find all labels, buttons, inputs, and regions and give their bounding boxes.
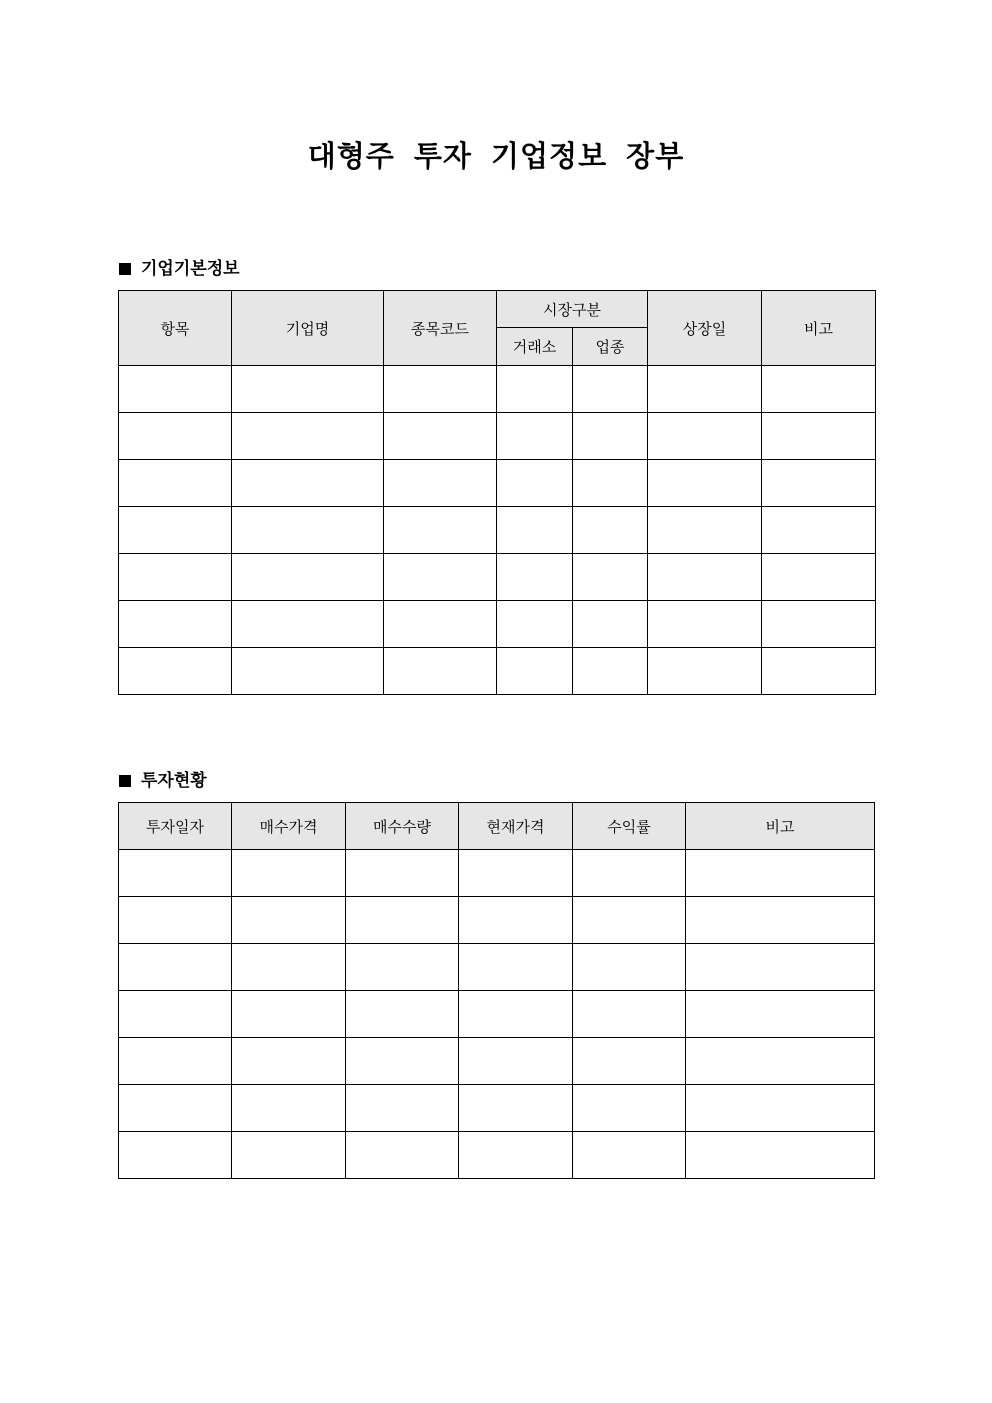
header-cell: 비고 — [686, 803, 875, 850]
page-title: 대형주 투자 기업정보 장부 — [307, 139, 685, 173]
table-cell[interactable] — [232, 944, 346, 991]
table-cell[interactable] — [346, 1132, 459, 1179]
table-row — [119, 1132, 875, 1179]
table-cell[interactable] — [459, 1132, 573, 1179]
table-cell[interactable] — [648, 413, 762, 460]
table-cell[interactable] — [762, 366, 876, 413]
table-cell[interactable] — [459, 1038, 573, 1085]
table-cell[interactable] — [459, 897, 573, 944]
table-cell[interactable] — [573, 507, 648, 554]
header-company: 기업명 — [232, 291, 384, 366]
table-cell[interactable] — [686, 850, 875, 897]
table-cell[interactable] — [119, 601, 232, 648]
table-row — [119, 601, 876, 648]
table-cell[interactable] — [459, 991, 573, 1038]
table-cell[interactable] — [119, 460, 232, 507]
section-heading-investment — [119, 766, 207, 791]
table-cell[interactable] — [686, 1085, 875, 1132]
table-row — [119, 991, 875, 1038]
section-heading-text: 투자현황 — [141, 771, 207, 791]
table-cell[interactable] — [573, 413, 648, 460]
table-cell[interactable] — [686, 1132, 875, 1179]
table-cell[interactable] — [346, 1038, 459, 1085]
header-cell: 매수수량 — [346, 803, 459, 850]
table-cell[interactable] — [346, 991, 459, 1038]
table-cell[interactable] — [346, 897, 459, 944]
table-cell[interactable] — [232, 507, 384, 554]
table-row — [119, 648, 876, 695]
table-cell[interactable] — [119, 850, 232, 897]
table-cell[interactable] — [232, 554, 384, 601]
table-cell[interactable] — [119, 648, 232, 695]
company-info-table — [118, 290, 876, 695]
table-cell[interactable] — [232, 897, 346, 944]
table-cell[interactable] — [384, 460, 497, 507]
table-cell[interactable] — [497, 460, 573, 507]
table-cell[interactable] — [232, 1085, 346, 1132]
table-cell[interactable] — [384, 648, 497, 695]
table-cell[interactable] — [232, 1038, 346, 1085]
table-cell[interactable] — [459, 944, 573, 991]
table-cell[interactable] — [232, 413, 384, 460]
table-cell[interactable] — [497, 366, 573, 413]
table-cell[interactable] — [762, 601, 876, 648]
table-cell[interactable] — [573, 1085, 686, 1132]
table-cell[interactable] — [648, 601, 762, 648]
table-cell[interactable] — [232, 648, 384, 695]
table-cell[interactable] — [686, 897, 875, 944]
square-bullet-icon — [119, 263, 131, 275]
table-cell[interactable] — [762, 554, 876, 601]
table-cell[interactable] — [346, 1085, 459, 1132]
table-cell[interactable] — [573, 850, 686, 897]
table-cell[interactable] — [232, 1132, 346, 1179]
table-cell[interactable] — [384, 366, 497, 413]
table-cell[interactable] — [119, 554, 232, 601]
table-cell[interactable] — [573, 1132, 686, 1179]
table-cell[interactable] — [762, 460, 876, 507]
table-cell[interactable] — [119, 1085, 232, 1132]
table-cell[interactable] — [573, 1038, 686, 1085]
table-cell[interactable] — [384, 554, 497, 601]
table-cell[interactable] — [119, 944, 232, 991]
table-row — [119, 897, 875, 944]
table-cell[interactable] — [762, 413, 876, 460]
table-cell[interactable] — [119, 366, 232, 413]
investment-table — [118, 802, 875, 1179]
table-cell[interactable] — [459, 850, 573, 897]
table-cell[interactable] — [573, 366, 648, 413]
section-heading-text: 기업기본정보 — [141, 259, 240, 279]
table-cell[interactable] — [232, 991, 346, 1038]
table-cell[interactable] — [232, 460, 384, 507]
table-cell[interactable] — [497, 554, 573, 601]
table-row — [119, 1085, 875, 1132]
header-market: 시장구분 — [497, 291, 648, 328]
table-row — [119, 507, 876, 554]
table-cell[interactable] — [384, 413, 497, 460]
header-cell: 현재가격 — [459, 803, 573, 850]
header-cell: 수익률 — [573, 803, 686, 850]
table-cell[interactable] — [459, 1085, 573, 1132]
table-cell[interactable] — [119, 991, 232, 1038]
table-cell[interactable] — [573, 648, 648, 695]
table-cell[interactable] — [119, 507, 232, 554]
table-cell[interactable] — [497, 601, 573, 648]
table-row — [119, 366, 876, 413]
header-cell: 투자일자 — [119, 803, 232, 850]
table-cell[interactable] — [497, 507, 573, 554]
table-cell[interactable] — [573, 897, 686, 944]
table-cell[interactable] — [648, 648, 762, 695]
table-cell[interactable] — [232, 601, 384, 648]
table-cell[interactable] — [232, 366, 384, 413]
table-cell[interactable] — [119, 413, 232, 460]
table-cell[interactable] — [232, 850, 346, 897]
table-cell[interactable] — [384, 601, 497, 648]
table-cell[interactable] — [686, 1038, 875, 1085]
table-cell[interactable] — [762, 648, 876, 695]
table-cell[interactable] — [573, 601, 648, 648]
table-cell[interactable] — [573, 554, 648, 601]
header-note: 비고 — [762, 291, 876, 366]
table-row — [119, 850, 875, 897]
table-cell[interactable] — [648, 460, 762, 507]
header-cell: 매수가격 — [232, 803, 346, 850]
table-row — [119, 460, 876, 507]
header-listing-date: 상장일 — [648, 291, 762, 366]
square-bullet-icon — [119, 775, 131, 787]
table-cell[interactable] — [119, 1038, 232, 1085]
table-cell[interactable] — [648, 554, 762, 601]
table-cell[interactable] — [686, 944, 875, 991]
table-cell[interactable] — [497, 413, 573, 460]
table-cell[interactable] — [573, 944, 686, 991]
table-cell[interactable] — [686, 991, 875, 1038]
table-row — [119, 1038, 875, 1085]
table-cell[interactable] — [119, 1132, 232, 1179]
table-cell[interactable] — [497, 648, 573, 695]
table-cell[interactable] — [648, 507, 762, 554]
table-cell[interactable] — [762, 507, 876, 554]
table-row — [119, 554, 876, 601]
table-cell[interactable] — [346, 850, 459, 897]
header-item: 항목 — [119, 291, 232, 366]
table-cell[interactable] — [573, 991, 686, 1038]
table-row — [119, 944, 875, 991]
table-cell[interactable] — [573, 460, 648, 507]
section-heading-company-info — [119, 254, 240, 279]
table-cell[interactable] — [119, 897, 232, 944]
header-code: 종목코드 — [384, 291, 497, 366]
table-cell[interactable] — [384, 507, 497, 554]
table-cell[interactable] — [346, 944, 459, 991]
table-cell[interactable] — [648, 366, 762, 413]
header-exchange: 거래소 — [497, 328, 573, 366]
header-industry: 업종 — [573, 328, 648, 366]
table-row — [119, 413, 876, 460]
